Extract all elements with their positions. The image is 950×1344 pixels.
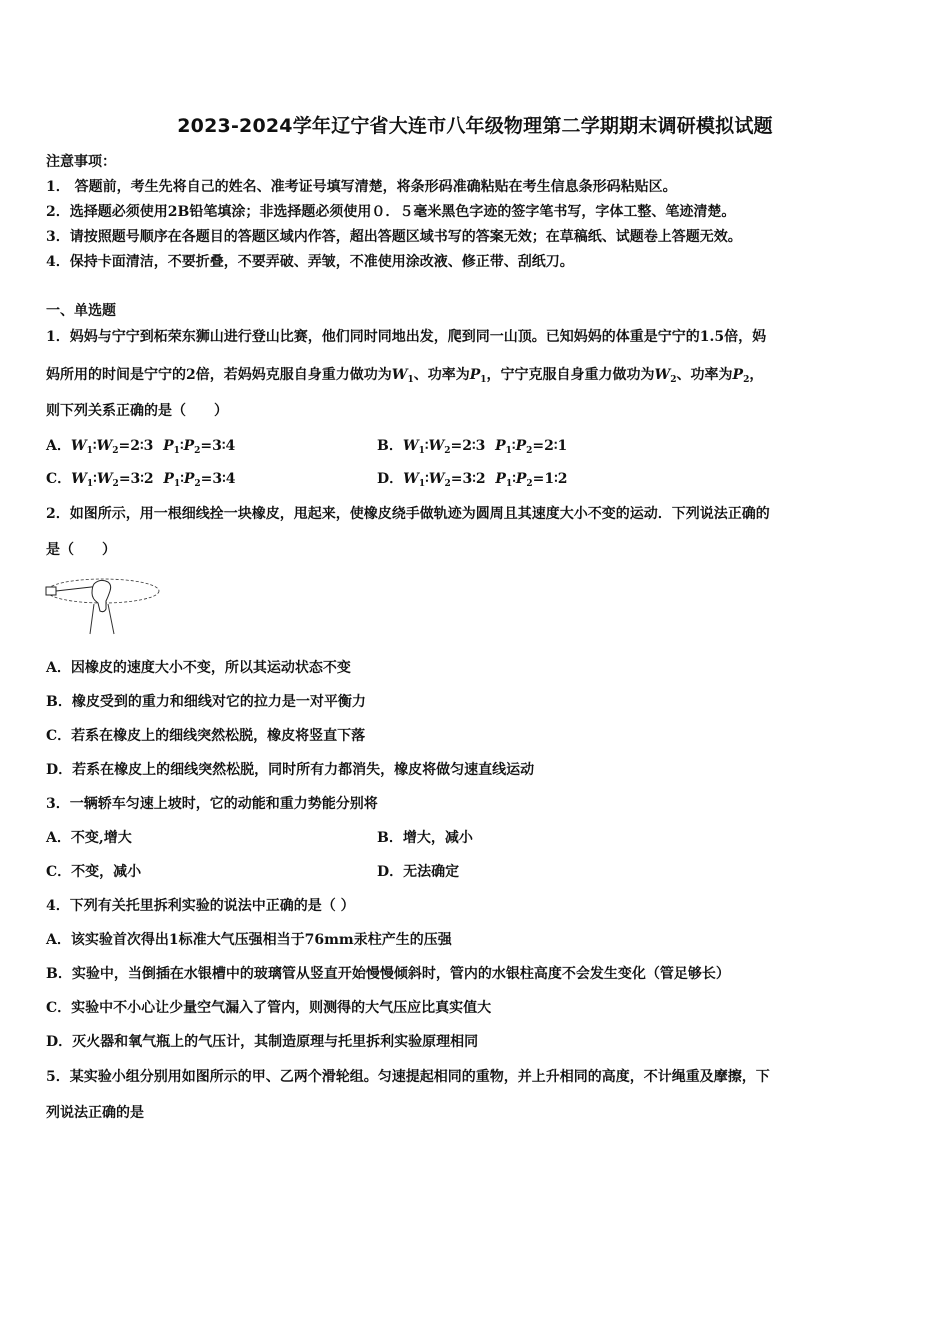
q4-option-c[interactable]: C．实验中不小心让少量空气漏入了管内，则测得的大气压应比真实值大 [46,1000,492,1016]
q3-option-c[interactable]: C．不变，减小 [46,864,142,880]
notice-item: 4．保持卡面清洁，不要折叠，不要弄破、弄皱，不准使用涂改液、修正带、刮纸刀。 [46,254,574,270]
q1-stem-line1: 1．妈妈与宁宁到柘荣东狮山进行登山比赛，他们同时同地出发，爬到同一山顶。已知妈妈的体重是宁宁的1.5倍，妈 [46,329,767,345]
notice-heading: 注意事项： [46,154,116,170]
notice-item: 3．请按照题号顺序在各题目的答题区域内作答，超出答题区域书写的答案无效；在草稿纸、试题卷上答题无效。 [46,229,742,245]
q1-stem-line3: 则下列关系正确的是（ ） [46,403,228,419]
q2-option-a[interactable]: A．因橡皮的速度大小不变，所以其运动状态不变 [46,660,351,676]
q2-option-d[interactable]: D．若系在橡皮上的细线突然松脱，同时所有力都消失，橡皮将做匀速直线运动 [46,762,535,778]
q4-option-d[interactable]: D．灭火器和氧气瓶上的气压计，其制造原理与托里拆利实验原理相同 [46,1034,479,1050]
hand [92,580,111,611]
notice-item: 2．选择题必须使用2B铅笔填涂；非选择题必须使用０．５毫米黑色字迹的签字笔书写，字体工整、笔迹清楚。 [46,204,736,220]
q3-option-b[interactable]: B．增大，减小 [377,830,473,846]
q4-option-a[interactable]: A．该实验首次得出1标准大气压强相当于76mm汞柱产生的压强 [46,932,452,948]
section-heading: 一、单选题 [46,303,116,319]
q2-stem-line1: 2．如图所示，用一根细线拴一块橡皮，甩起来，使橡皮绕手做轨迹为圆周且其速度大小不变的运动．下列说法正确的 [46,506,770,522]
rubber-on-string-figure [44,574,162,636]
notice-item: 1． 答题前，考生先将自己的姓名、准考证号填写清楚，将条形码准确粘贴在考生信息条形码粘贴区。 [46,179,677,195]
q1-option-b[interactable]: B．$W_1∶W_2=2∶3$ $P_1∶P_2=2∶1$ [377,438,568,456]
q1-option-c[interactable]: C．$W_1∶W_2=3∶2$ $P_1∶P_2=3∶4$ [46,471,236,489]
q1-option-d[interactable]: D．$W_1∶W_2=3∶2$ $P_1∶P_2=1∶2$ [377,471,568,489]
q5-stem-line2: 列说法正确的是 [46,1105,144,1121]
q5-stem-line1: 5．某实验小组分别用如图所示的甲、乙两个滑轮组。匀速提起相同的重物，并上升相同的高度，不计绳重及摩擦，下 [46,1069,770,1085]
q1-stem-line2: 妈所用的时间是宁宁的2倍，若妈妈克服自身重力做功为$W_1$、功率为$P_1$，宁宁克服自身重力做功为$W_2$、功率为$P_2$， [46,367,764,385]
q2-stem-line2: 是（ ） [46,542,116,558]
rubber [46,587,56,595]
q3-option-a[interactable]: A．不变,增大 [46,830,132,846]
q3-stem: 3．一辆轿车匀速上坡时，它的动能和重力势能分别将 [46,796,378,812]
page-title: 2023-2024学年辽宁省大连市八年级物理第二学期期末调研模拟试题 [177,115,773,137]
q2-option-b[interactable]: B．橡皮受到的重力和细线对它的拉力是一对平衡力 [46,694,366,710]
q3-option-d[interactable]: D．无法确定 [377,864,460,880]
q1-option-a[interactable]: A．$W_1∶W_2=2∶3$ $P_1∶P_2=3∶4$ [46,438,236,456]
q4-option-b[interactable]: B．实验中，当倒插在水银槽中的玻璃管从竖直开始慢慢倾斜时，管内的水银柱高度不会发生变化（管足够长） [46,966,730,982]
q4-stem: 4．下列有关托里拆利实验的说法中正确的是（ ） [46,898,355,914]
q2-option-c[interactable]: C．若系在橡皮上的细线突然松脱，橡皮将竖直下落 [46,728,366,744]
